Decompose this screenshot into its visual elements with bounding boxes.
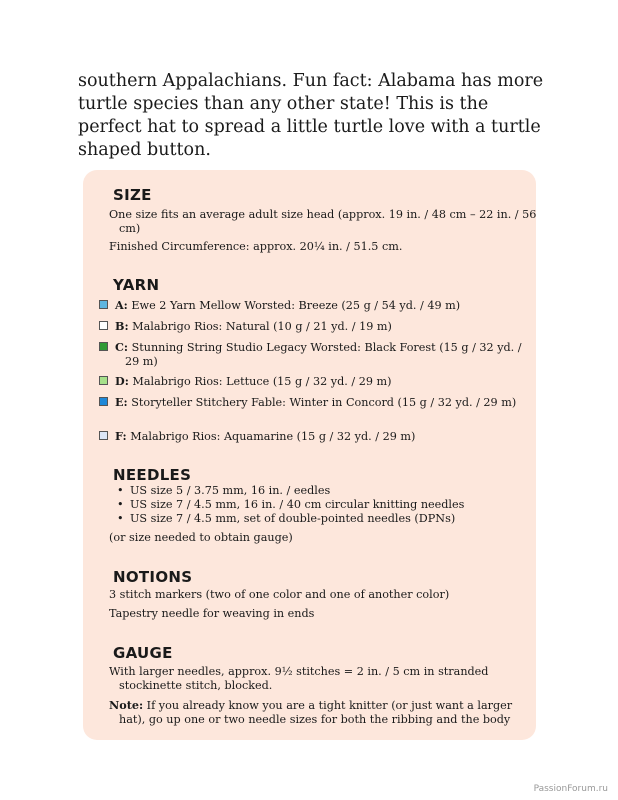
- yarn-description: Storyteller Stitchery Fable: Winter in Concord (15 g / 32 yd. / 29 m): [131, 396, 517, 409]
- notions-line: Tapestry needle for weaving in ends: [109, 607, 315, 620]
- finished-circumference: Finished Circumference: approx. 20¼ in. / 51.5 cm.: [109, 240, 403, 253]
- gauge-line: With larger needles, approx. 9½ stitches = 2 in. / 5 cm in stranded stockinette stitch, blocked.: [109, 665, 489, 692]
- yarn-letter: D:: [115, 374, 129, 388]
- yarn-description: Malabrigo Rios: Natural (10 g / 21 yd. / 19 m): [132, 320, 392, 333]
- yarn-letter: B:: [115, 319, 129, 333]
- color-swatch-e: [99, 397, 108, 406]
- color-swatch-a: [99, 300, 108, 309]
- gauge-note: [109, 698, 534, 727]
- needles-list: [117, 484, 464, 526]
- yarn-description: Ewe 2 Yarn Mellow Worsted: Breeze (25 g / 54 yd. / 49 m): [131, 299, 461, 312]
- note-text: If you already know you are a tight knitter (or just want a larger hat), go up one or two needle sizes for both the ribbing and the body: [119, 699, 513, 726]
- color-swatch-c: [99, 342, 108, 351]
- size-heading: SIZE: [113, 186, 152, 204]
- notions-heading: NOTIONS: [113, 568, 193, 586]
- list-item: • US size 7 / 4.5 mm, 16 in. / 40 cm circular knitting needles: [117, 498, 464, 512]
- color-swatch-b: [99, 321, 108, 330]
- list-item: • US size 5 / 3.75 mm, 16 in. / eedles: [117, 484, 464, 498]
- needles-gauge-note: (or size needed to obtain gauge): [109, 531, 293, 544]
- size-line: One size fits an average adult size head (approx. 19 in. / 48 cm – 22 in. / 56 cm): [109, 208, 536, 235]
- yarn-letter: A:: [115, 298, 128, 312]
- yarn-heading: YARN: [113, 276, 160, 294]
- yarn-letter: E:: [115, 395, 128, 409]
- yarn-description: Malabrigo Rios: Aquamarine (15 g / 32 yd. / 29 m): [130, 430, 416, 443]
- watermark: PassionForum.ru: [533, 784, 608, 794]
- yarn-letter: F:: [115, 429, 127, 443]
- yarn-description: Malabrigo Rios: Lettuce (15 g / 32 yd. / 29 m): [132, 375, 392, 388]
- yarn-letter: C:: [115, 340, 129, 354]
- note-label: Note:: [109, 698, 144, 712]
- notions-line: 3 stitch markers (two of one color and one of another color): [109, 588, 450, 601]
- needles-heading: NEEDLES: [113, 466, 192, 484]
- color-swatch-f: [99, 431, 108, 440]
- intro-paragraph: southern Appalachians. Fun fact: Alabama has more turtle species than any other state! This is the perfect hat to spread a little turtle love with a turtle shaped button.: [78, 71, 544, 160]
- color-swatch-d: [99, 376, 108, 385]
- pattern-details-panel: [83, 170, 536, 740]
- gauge-heading: GAUGE: [113, 644, 173, 662]
- list-item: • US size 7 / 4.5 mm, set of double-pointed needles (DPNs): [117, 512, 464, 526]
- yarn-description: Stunning String Studio Legacy Worsted: Black Forest (15 g / 32 yd. / 29 m): [125, 341, 522, 368]
